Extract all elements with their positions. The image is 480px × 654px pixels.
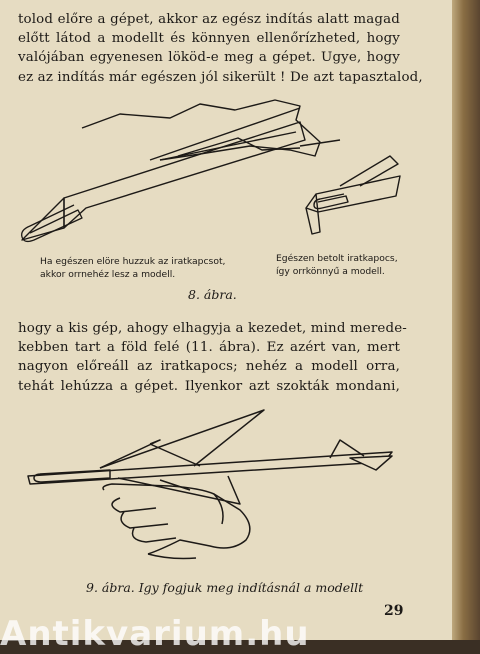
figure-8-title: 8. ábra. xyxy=(188,287,237,302)
watermark-text: Antikvarium.hu xyxy=(0,614,310,654)
text-line: nagyon előreáll az iratkapocs; nehéz a modell orra, xyxy=(18,359,400,375)
page-number: 29 xyxy=(384,603,404,619)
caption-line: így orrkönnyű a modell. xyxy=(276,266,385,277)
figure-9-title: 9. ábra. Igy fogjuk meg indításnál a modellt xyxy=(86,580,364,595)
paragraph-2 xyxy=(18,319,407,396)
caption-line: Egészen betolt iratkapocs, xyxy=(276,253,398,264)
paragraph-1 xyxy=(18,10,423,87)
text-line: előtt látod a modellt és könnyen ellenőrízheted, hogy xyxy=(18,31,400,47)
caption-line: akkor orrnehéz lesz a modell. xyxy=(40,269,176,280)
book-spine xyxy=(452,0,480,640)
text-line: kebben tart a föld felé (11. ábra). Ez azért van, mert xyxy=(18,340,400,356)
caption-line: Ha egészen elöre huzzuk az iratkapcsot, xyxy=(40,256,226,267)
figure-9-illustration xyxy=(0,400,452,580)
text-line: ez az indítás már egészen jól sikerült ! De azt tapasztalod, xyxy=(18,69,423,85)
figure-8-caption-right xyxy=(276,252,398,278)
text-line: tehát lehúzza a gépet. Ilyenkor azt szokták mondani, xyxy=(18,378,400,394)
figure-8-illustration xyxy=(0,90,452,270)
text-line: valójában egyenesen lököd-e meg a gépet. Ugye, hogy xyxy=(18,50,400,66)
text-line: tolod előre a gépet, akkor az egész indítás alatt magad xyxy=(18,12,400,27)
text-line: hogy a kis gép, ahogy elhagyja a kezedet, mind merede- xyxy=(18,321,407,336)
figure-8-caption-left xyxy=(40,255,225,281)
